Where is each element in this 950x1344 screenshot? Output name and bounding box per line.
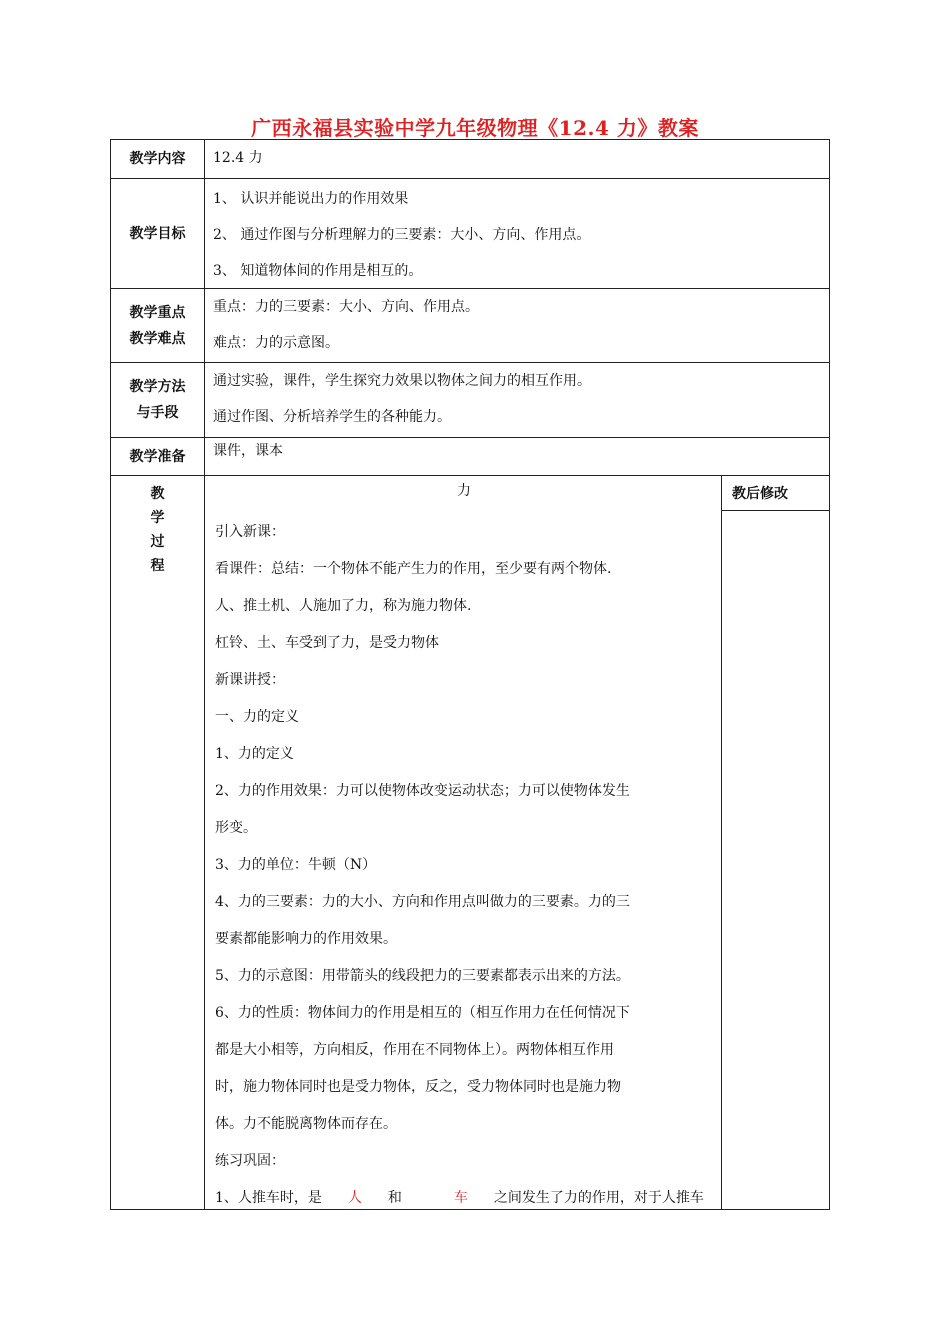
label-method (111, 363, 205, 437)
goal-item: 2、 通过作图与分析理解力的三要素：大小、方向、作用点。 (213, 227, 591, 243)
exercise-prefix: 1、人推车时，是 (215, 1190, 322, 1206)
method-list (205, 363, 829, 437)
process-line: 要素都能影响力的作用效果。 (215, 931, 397, 947)
document-title: 广西永福县实验中学九年级物理《12.4 力》教案 (251, 116, 699, 140)
process-line: 6、力的性质：物体间力的作用是相互的（相互作用力在任何情况下 (215, 1005, 630, 1021)
revision-heading: 教后修改 (722, 476, 829, 511)
process-line: 人、推土机、人施加了力，称为施力物体. (215, 598, 472, 614)
method-item: 通过作图、分析培养学生的各种能力。 (213, 409, 451, 425)
exercise-answer-2: 车 (453, 1190, 468, 1206)
label-process-char: 教 (150, 486, 165, 502)
content-value: 12.4 力 (213, 150, 263, 166)
lesson-plan-table (110, 139, 830, 1210)
row-preparation (111, 438, 829, 476)
process-line: 2、力的作用效果：力可以使物体改变运动状态；力可以使物体发生 (215, 783, 630, 799)
process-line: 新课讲授： (215, 672, 285, 688)
process-line: 引入新课： (215, 524, 285, 540)
process-line: 杠铃、土、车受到了力，是受力物体 (215, 635, 439, 651)
method-item: 通过实验，课件，学生探究力效果以物体之间力的相互作用。 (213, 373, 591, 389)
process-line: 4、力的三要素：力的大小、方向和作用点叫做力的三要素。力的三 (215, 894, 630, 910)
revision-column (722, 476, 829, 1209)
goals-list (205, 179, 829, 288)
label-process-char: 程 (150, 558, 165, 574)
goal-item: 3、 知道物体间的作用是相互的。 (213, 263, 423, 279)
process-line: 3、力的单位：牛顿（N） (215, 857, 377, 873)
label-process-char: 学 (150, 510, 165, 526)
label-method-2: 与手段 (136, 405, 179, 421)
label-goals: 教学目标 (111, 179, 205, 288)
label-difficulty: 教学难点 (129, 330, 186, 347)
label-content: 教学内容 (111, 140, 205, 178)
label-method-1: 教学方法 (129, 379, 186, 395)
process-line: 练习巩固： (215, 1153, 285, 1169)
process-line: 时，施力物体同时也是受力物体，反之，受力物体同时也是施力物 (215, 1079, 621, 1095)
label-key: 教学重点 (129, 304, 186, 321)
process-line: 一、力的定义 (215, 709, 299, 725)
process-line: 5、力的示意图：用带箭头的线段把力的三要素都表示出来的方法。 (215, 968, 630, 984)
exercise-suffix: 之间发生了力的作用，对于人推车 (493, 1190, 704, 1206)
goal-item: 1、 认识并能说出力的作用效果 (213, 191, 409, 207)
exercise-answer-1: 人 (347, 1190, 362, 1206)
exercise-middle: 和 (387, 1190, 402, 1206)
label-process (111, 476, 205, 1209)
preparation-value: 课件，课本 (213, 443, 283, 459)
key-point-item: 难点：力的示意图。 (213, 335, 339, 351)
label-preparation: 教学准备 (111, 438, 205, 475)
row-goals (111, 179, 829, 289)
process-line: 1、力的定义 (215, 746, 294, 762)
process-line: 体。力不能脱离物体而存在。 (215, 1116, 397, 1132)
key-points-list (205, 289, 829, 362)
row-content (111, 140, 829, 179)
process-line: 形变。 (215, 820, 257, 836)
row-method (111, 363, 829, 438)
label-key-points (111, 289, 205, 362)
row-key-points (111, 289, 829, 363)
process-heading: 力 (457, 483, 471, 499)
process-line: 都是大小相等，方向相反，作用在不同物体上）。两物体相互作用 (215, 1042, 614, 1058)
key-point-item: 重点：力的三要素：大小、方向、作用点。 (213, 299, 479, 315)
row-process (111, 476, 829, 1209)
process-content (205, 476, 722, 1209)
exercise-line (215, 1180, 713, 1217)
label-process-char: 过 (150, 534, 165, 550)
process-line: 看课件：总结：一个物体不能产生力的作用，至少要有两个物体. (215, 561, 612, 577)
